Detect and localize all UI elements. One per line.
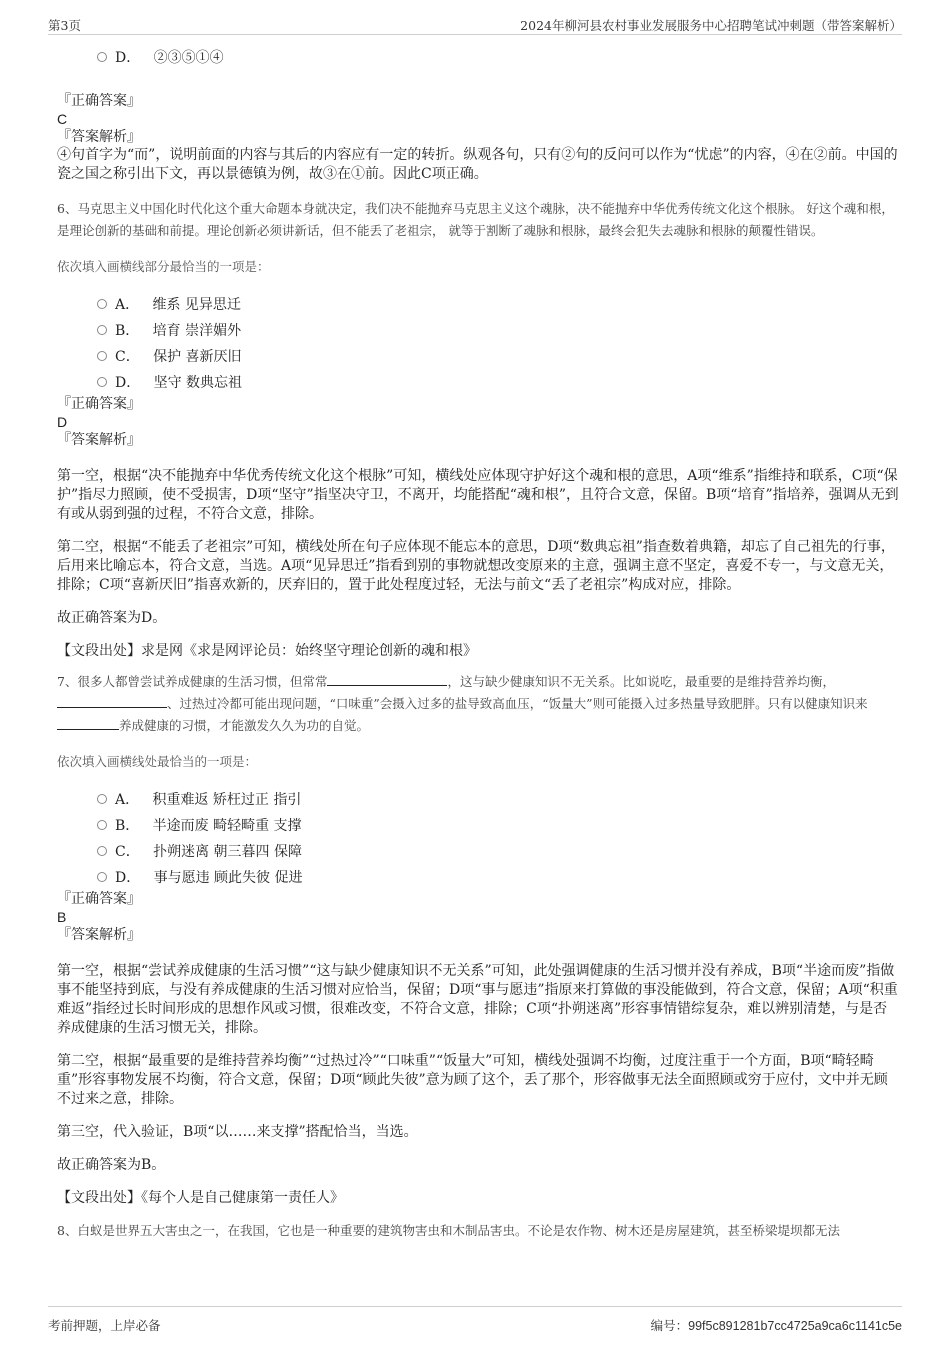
question-8: 8、白蚁是世界五大害虫之一，在我国，它也是一种重要的建筑物害虫和木制品害虫。不论是农作物、树木还是房屋建筑，甚至桥梁堤坝都无法 — [57, 1223, 840, 1238]
option-d[interactable] — [57, 864, 900, 890]
page-header — [48, 14, 902, 35]
question-prompt: 依次填入画横线部分最恰当的一项是： — [57, 259, 270, 274]
question-7: 7、很多人都曾尝试养成健康的生活习惯，但常常 ，这与缺少健康知识不无关系。比如说吃，最重要的是维持营养均衡，、过热过冷都可能出现问题，“口味重”会摄入过多的盐导致高血压，“饭量大”则可能摄入过多热量导致肥胖。只有以健康知识来养成健康的习惯，才能激发久久为功的自觉。 — [57, 674, 868, 733]
option-label: C． 保护 喜新厌旧 — [115, 349, 242, 365]
content — [57, 34, 900, 1242]
radio-icon[interactable] — [97, 299, 107, 309]
analysis-text: ④句首字为“而”，说明前面的内容与其后的内容应有一定的转折。纵观各句，只有②句的反问可以作为“忧虑”的内容，④在②前。中国的瓷之国之称引出下文，再以景德镇为例，故③在①前。因此C项正确。 — [57, 147, 898, 182]
analysis-text: 故正确答案为B。 — [57, 1157, 166, 1173]
document-code: 编号：99f5c891281b7cc4725a9ca6c1141c5e — [650, 1318, 902, 1333]
source-text: 【文段出处】求是网《求是网评论员：始终坚守理论创新的魂和根》 — [57, 643, 477, 659]
analysis-text: 第三空，代入验证，B项“以……来支撑”搭配恰当，当选。 — [57, 1124, 418, 1140]
analysis-text: 第二空，根据“不能丢了老祖宗”可知，横线处所在句子应体现不能忘本的意思，D项“数典忘祖”指查数着典籍，却忘了自己祖先的行事，后用来比喻忘本，符合文意，当选。A项“见异思迁”指看到别的事物就想改变原来的主意，强调主意不坚定，喜爱不专一，与文意无关，排除；C项“喜新厌旧”指喜欢新的，厌弃旧的，置于此处程度过轻，无法与前文“丢了老祖宗”构成对应，排除。 — [57, 539, 895, 593]
question-6: 6、马克思主义中国化时代化这个重大命题本身就决定，我们决不能抛弃马克思主义这个魂脉，决不能抛弃中华优秀传统文化这个根脉。 好这个魂和根，是理论创新的基础和前提。理论创新必须讲新话，但不能丢了老祖宗， 就等于割断了魂脉和根脉，最终会犯失去魂脉和根脉的颠覆性错误。 — [57, 201, 894, 238]
option-label: D． 坚守 数典忘祖 — [115, 375, 243, 391]
answer-blank — [327, 672, 447, 686]
answer-value: B — [57, 909, 67, 925]
radio-icon[interactable] — [97, 794, 107, 804]
answer-label: 『正确答案』 — [57, 93, 141, 109]
analysis-text: 第一空，根据“决不能抛弃中华优秀传统文化这个根脉”可知，横线处应体现守护好这个魂和根的意思，A项“维系”指维持和联系，C项“保护”指尽力照顾，使不受损害，D项“坚守”指坚决守卫，不离开，均能搭配“魂和根”，且符合文意，保留。B项“培育”指培养，强调从无到有或从弱到强的过程，不符合文意，排除。 — [57, 468, 899, 522]
option-c[interactable] — [57, 343, 900, 369]
radio-icon[interactable] — [97, 846, 107, 856]
analysis-text: 第一空，根据“尝试养成健康的生活习惯”“这与缺少健康知识不无关系”可知，此处强调健康的生活习惯并没有养成，B项“半途而废”指做事不能坚持到底，与没有养成健康的生活习惯对应恰当，保留；D项“事与愿违”指原来打算做的事没能做到，符合文意，保留；A项“积重难返”指经过长时间形成的思想作风或习惯，很难改变，不符合文意，排除；C项“扑朔迷离”形容事情错综复杂，难以辨别清楚，与是否养成健康的生活习惯无关，排除。 — [57, 963, 898, 1036]
radio-icon[interactable] — [97, 872, 107, 882]
answer-value: D — [57, 414, 68, 430]
option-label: C． 扑朔迷离 朝三暮四 保障 — [115, 844, 302, 860]
option-label: B． 培育 崇洋媚外 — [115, 323, 242, 339]
page-number: 第3页 — [48, 18, 81, 33]
radio-icon[interactable] — [97, 325, 107, 335]
radio-icon[interactable] — [97, 377, 107, 387]
option-b[interactable] — [57, 812, 900, 838]
option-label: A． 积重难返 矫枉过正 指引 — [115, 792, 302, 808]
footer-slogan: 考前押题，上岸必备 — [48, 1318, 161, 1333]
answer-label: 『正确答案』 — [57, 396, 141, 412]
analysis-text: 故正确答案为D。 — [57, 610, 167, 626]
answer-label: 『正确答案』 — [57, 891, 141, 907]
radio-icon[interactable] — [97, 351, 107, 361]
analysis-label: 『答案解析』 — [57, 927, 141, 943]
radio-icon[interactable] — [97, 820, 107, 830]
option-d[interactable] — [57, 369, 900, 395]
option-label: A． 维系 见异思迁 — [115, 297, 241, 313]
option-d[interactable] — [57, 44, 900, 70]
option-c[interactable] — [57, 838, 900, 864]
document-title: 2024年柳河县农村事业发展服务中心招聘笔试冲刺题（带答案解析） — [520, 18, 902, 33]
answer-blank — [57, 716, 119, 730]
option-a[interactable] — [57, 291, 900, 317]
analysis-label: 『答案解析』 — [57, 432, 141, 448]
option-b[interactable] — [57, 317, 900, 343]
question-prompt: 依次填入画横线处最恰当的一项是： — [57, 754, 258, 769]
answer-blank — [57, 694, 167, 708]
analysis-text: 第二空，根据“最重要的是维持营养均衡”“过热过冷”“口味重”“饭量大”可知，横线处强调不均衡，过度注重于一个方面，B项“畸轻畸重”形容事物发展不均衡，符合文意，保留；D项“顾此失彼”意为顾了这个，丢了那个，形容做事无法全面照顾或穷于应付，文中并无顾不过来之意，排除。 — [57, 1053, 888, 1107]
source-text: 【文段出处】《每个人是自己健康第一责任人》 — [57, 1190, 344, 1206]
radio-icon[interactable] — [97, 52, 107, 62]
option-label: D． ②③⑤①④ — [115, 50, 224, 66]
answer-value: C — [57, 111, 68, 127]
analysis-label: 『答案解析』 — [57, 129, 141, 145]
option-a[interactable] — [57, 786, 900, 812]
page-footer — [48, 1306, 902, 1335]
option-label: D． 事与愿违 顾此失彼 促进 — [115, 870, 303, 886]
option-label: B． 半途而废 畸轻畸重 支撑 — [115, 818, 302, 834]
